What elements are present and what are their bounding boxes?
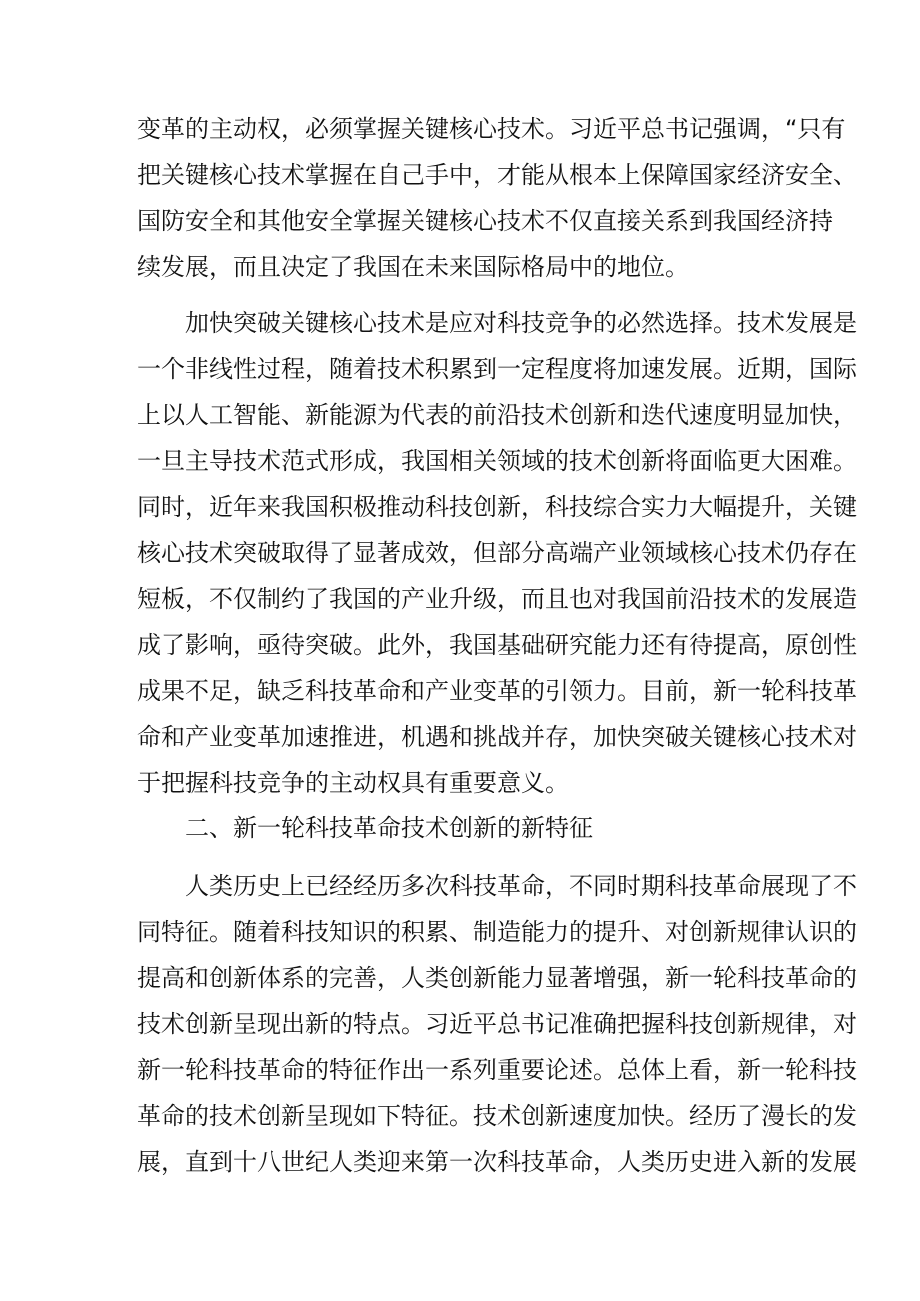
paragraph-line: 于把握科技竞争的主动权具有重要意义。 bbox=[137, 769, 569, 797]
paragraph-line: 短板，不仅制约了我国的产业升级，而且也对我国前沿技术的发展造 bbox=[137, 585, 857, 613]
paragraph-line: 成了影响，亟待突破。此外，我国基础研究能力还有待提高，原创性 bbox=[137, 631, 857, 659]
section-heading: 二、新一轮科技革命技术创新的新特征 bbox=[185, 814, 593, 842]
paragraph-line: 把关键核心技术掌握在自己手中，才能从根本上保障国家经济安全、 bbox=[137, 161, 857, 189]
paragraph-line: 展，直到十八世纪人类迎来第一次科技革命，人类历史进入新的发展 bbox=[137, 1148, 857, 1176]
paragraph-line: 新一轮科技革命的特征作出一系列重要论述。总体上看，新一轮科技 bbox=[137, 1056, 857, 1084]
paragraph-line: 革命的技术创新呈现如下特征。技术创新速度加快。经历了漫长的发 bbox=[137, 1102, 857, 1130]
paragraph-line: 变革的主动权，必须掌握关键核心技术。习近平总书记强调，“只有 bbox=[137, 115, 846, 143]
paragraph-line: 成果不足，缺乏科技革命和产业变革的引领力。目前，新一轮科技革 bbox=[137, 677, 857, 705]
paragraph-line: 一个非线性过程，随着技术积累到一定程度将加速发展。近期，国际 bbox=[137, 355, 857, 383]
paragraph-line: 核心技术突破取得了显著成效，但部分高端产业领域核心技术仍存在 bbox=[137, 539, 857, 567]
paragraph-line: 命和产业变革加速推进，机遇和挑战并存，加快突破关键核心技术对 bbox=[137, 723, 857, 751]
paragraph-line: 国防安全和其他安全掌握关键核心技术不仅直接关系到我国经济持 bbox=[137, 207, 833, 235]
paragraph-line: 一旦主导技术范式形成，我国相关领域的技术创新将面临更大困难。 bbox=[137, 447, 857, 475]
paragraph-line: 人类历史上已经经历多次科技革命，不同时期科技革命展现了不 bbox=[185, 872, 857, 900]
paragraph-line: 提高和创新体系的完善，人类创新能力显著增强，新一轮科技革命的 bbox=[137, 964, 857, 992]
paragraph-line: 技术创新呈现出新的特点。习近平总书记准确把握科技创新规律，对 bbox=[137, 1010, 857, 1038]
paragraph-line: 加快突破关键核心技术是应对科技竞争的必然选择。技术发展是 bbox=[185, 309, 857, 337]
paragraph-line: 同时，近年来我国积极推动科技创新，科技综合实力大幅提升，关键 bbox=[137, 493, 857, 521]
paragraph-line: 同特征。随着科技知识的积累、制造能力的提升、对创新规律认识的 bbox=[137, 918, 857, 946]
paragraph-line: 续发展，而且决定了我国在未来国际格局中的地位。 bbox=[137, 253, 689, 281]
paragraph-line: 上以人工智能、新能源为代表的前沿技术创新和迭代速度明显加快， bbox=[137, 401, 857, 429]
